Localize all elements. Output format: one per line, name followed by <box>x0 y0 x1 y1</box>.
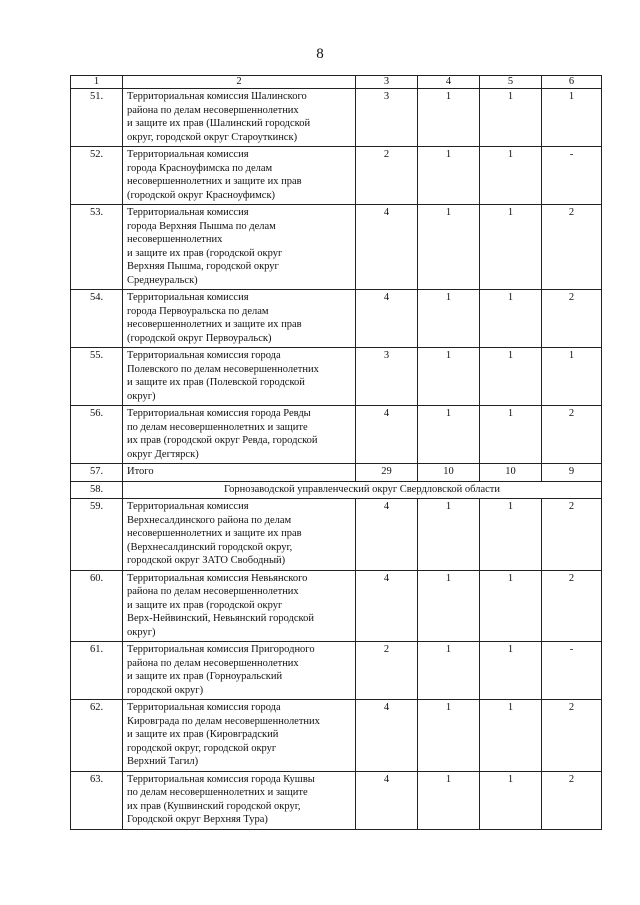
row-number: 62. <box>71 700 123 772</box>
total-col5: 10 <box>480 464 542 482</box>
name-line: и защите их прав (Горноуральский <box>127 671 283 682</box>
rows-group-1 <box>71 89 602 464</box>
col4-value: 1 <box>418 290 480 348</box>
name-line: городской округ, городской округ <box>127 742 277 754</box>
col5-value: 1 <box>480 290 542 348</box>
name-line: их прав (Кушвинский городской округ, <box>127 800 301 812</box>
name-line: (Верхнесалдинский городской округ, <box>127 541 293 553</box>
col6-value: 2 <box>542 406 602 464</box>
name-line: городской округ) <box>127 684 204 696</box>
row-number: 54. <box>71 290 123 348</box>
commission-name <box>123 147 356 205</box>
col5-value: 1 <box>480 771 542 829</box>
name-line: Территориальная комиссия города Ревды <box>127 408 311 419</box>
col5-value: 1 <box>480 570 542 642</box>
col5-value: 1 <box>480 348 542 406</box>
col5-value: 1 <box>480 700 542 772</box>
name-line: Верх-Нейвинский, Невьянский городской <box>127 613 314 624</box>
col3-value: 4 <box>356 771 418 829</box>
name-line: (городской округ Первоуральск) <box>127 332 272 344</box>
name-line: по делам несовершеннолетних и защите <box>127 421 308 433</box>
commission-name <box>123 205 356 290</box>
name-line: Верхняя Пышма, городской округ <box>127 261 279 272</box>
col3-value: 3 <box>356 89 418 147</box>
table-row <box>71 499 602 571</box>
col6-value: 2 <box>542 205 602 290</box>
name-line: по делам несовершеннолетних и защите <box>127 787 308 798</box>
name-line: города Красноуфимска по делам <box>127 162 273 174</box>
table-row <box>71 406 602 464</box>
commission-name <box>123 89 356 147</box>
name-line: несовершеннолетних и защите их прав <box>127 319 302 330</box>
col3-value: 4 <box>356 406 418 464</box>
table-row <box>71 570 602 642</box>
col6-value: 2 <box>542 290 602 348</box>
name-line: Среднеуральск) <box>127 274 198 286</box>
col4-value: 1 <box>418 642 480 700</box>
header-cell: 2 <box>123 76 356 89</box>
name-line: и защите их прав (Шалинский городской <box>127 118 311 129</box>
col4-value: 1 <box>418 700 480 772</box>
name-line: Территориальная комиссия Пригородного <box>127 644 315 655</box>
name-line: Кировграда по делам несовершеннолетних <box>127 715 320 727</box>
row-number: 57. <box>71 464 123 482</box>
row-number: 59. <box>71 499 123 571</box>
col3-value: 4 <box>356 700 418 772</box>
commission-name <box>123 348 356 406</box>
commission-name <box>123 642 356 700</box>
name-line: округ, городской округ Староуткинск) <box>127 131 298 143</box>
page-number: 8 <box>316 46 324 62</box>
row-number: 58. <box>71 481 123 499</box>
col4-value: 1 <box>418 147 480 205</box>
table-row <box>71 642 602 700</box>
col3-value: 3 <box>356 348 418 406</box>
commission-name <box>123 570 356 642</box>
col5-value: 1 <box>480 89 542 147</box>
table-header-row <box>71 76 602 89</box>
rows-group-2 <box>71 499 602 830</box>
col6-value: 2 <box>542 570 602 642</box>
col6-value: 1 <box>542 89 602 147</box>
col3-value: 4 <box>356 290 418 348</box>
col5-value: 1 <box>480 499 542 571</box>
row-number: 63. <box>71 771 123 829</box>
header-cell: 6 <box>542 76 602 89</box>
col4-value: 1 <box>418 89 480 147</box>
header-cell: 3 <box>356 76 418 89</box>
row-number: 56. <box>71 406 123 464</box>
name-line: несовершеннолетних и защите их прав <box>127 528 302 539</box>
commissions-table <box>70 75 602 830</box>
table-row <box>71 771 602 829</box>
name-line: городской округ ЗАТО Свободный) <box>127 555 286 566</box>
name-line: Территориальная комиссия Шалинского <box>127 91 307 102</box>
commission-name <box>123 499 356 571</box>
col5-value: 1 <box>480 205 542 290</box>
row-number: 52. <box>71 147 123 205</box>
row-number: 61. <box>71 642 123 700</box>
table-row <box>71 700 602 772</box>
name-line: Территориальная комиссия <box>127 207 249 218</box>
header-cell: 1 <box>71 76 123 89</box>
total-row <box>71 464 602 482</box>
name-line: Территориальная комиссия Невьянского <box>127 572 308 584</box>
col4-value: 1 <box>418 205 480 290</box>
header-cell: 4 <box>418 76 480 89</box>
section-title: Горнозаводской управленческий округ Свердловской области <box>123 481 602 499</box>
name-line: Территориальная комиссия города Кушвы <box>127 773 315 785</box>
total-col4: 10 <box>418 464 480 482</box>
name-line: округ Дегтярск) <box>127 448 199 460</box>
col6-value: 2 <box>542 499 602 571</box>
name-line: (городской округ Красноуфимск) <box>127 189 276 201</box>
name-line: района по делам несовершеннолетних <box>127 586 299 597</box>
total-label: Итого <box>123 464 356 482</box>
table-row <box>71 89 602 147</box>
col3-value: 4 <box>356 499 418 571</box>
col6-value: 2 <box>542 700 602 772</box>
commission-name <box>123 771 356 829</box>
name-line: и защите их прав (Кировградский <box>127 729 279 740</box>
total-col6: 9 <box>542 464 602 482</box>
name-line: Верхний Тагил) <box>127 756 199 767</box>
row-number: 55. <box>71 348 123 406</box>
table-row <box>71 147 602 205</box>
col3-value: 2 <box>356 642 418 700</box>
commission-name <box>123 406 356 464</box>
col6-value: 1 <box>542 348 602 406</box>
col5-value: 1 <box>480 642 542 700</box>
name-line: Городской округ Верхняя Тура) <box>127 814 268 825</box>
name-line: и защите их прав (городской округ <box>127 599 283 611</box>
name-line: Территориальная комиссия <box>127 292 249 303</box>
col6-value: - <box>542 147 602 205</box>
col6-value: 2 <box>542 771 602 829</box>
name-line: округ) <box>127 390 156 402</box>
name-line: Территориальная комиссия города <box>127 350 281 361</box>
name-line: района по делам несовершеннолетних <box>127 657 299 669</box>
section-row <box>71 481 602 499</box>
col5-value: 1 <box>480 147 542 205</box>
name-line: и защите их прав (Полевской городской <box>127 377 305 388</box>
name-line: несовершеннолетних <box>127 234 223 245</box>
col3-value: 4 <box>356 205 418 290</box>
header-cell: 5 <box>480 76 542 89</box>
name-line: Территориальная комиссия <box>127 501 249 512</box>
name-line: округ) <box>127 626 156 638</box>
col6-value: - <box>542 642 602 700</box>
table-row <box>71 348 602 406</box>
name-line: города Первоуральска по делам <box>127 305 269 317</box>
col3-value: 4 <box>356 570 418 642</box>
name-line: города Верхняя Пышма по делам <box>127 220 276 232</box>
name-line: Территориальная комиссия <box>127 149 249 160</box>
row-number: 53. <box>71 205 123 290</box>
name-line: Верхнесалдинского района по делам <box>127 514 292 526</box>
col5-value: 1 <box>480 406 542 464</box>
table-row <box>71 290 602 348</box>
commission-name <box>123 290 356 348</box>
table-row <box>71 205 602 290</box>
commission-name <box>123 700 356 772</box>
name-line: района по делам несовершеннолетних <box>127 104 299 116</box>
col4-value: 1 <box>418 406 480 464</box>
col4-value: 1 <box>418 771 480 829</box>
name-line: и защите их прав (городской округ <box>127 247 283 259</box>
row-number: 51. <box>71 89 123 147</box>
col4-value: 1 <box>418 348 480 406</box>
col4-value: 1 <box>418 570 480 642</box>
col3-value: 2 <box>356 147 418 205</box>
row-number: 60. <box>71 570 123 642</box>
name-line: их прав (городской округ Ревда, городской <box>127 435 318 446</box>
name-line: несовершеннолетних и защите их прав <box>127 176 302 187</box>
col4-value: 1 <box>418 499 480 571</box>
total-col3: 29 <box>356 464 418 482</box>
name-line: Территориальная комиссия города <box>127 702 281 713</box>
name-line: Полевского по делам несовершеннолетних <box>127 363 319 375</box>
